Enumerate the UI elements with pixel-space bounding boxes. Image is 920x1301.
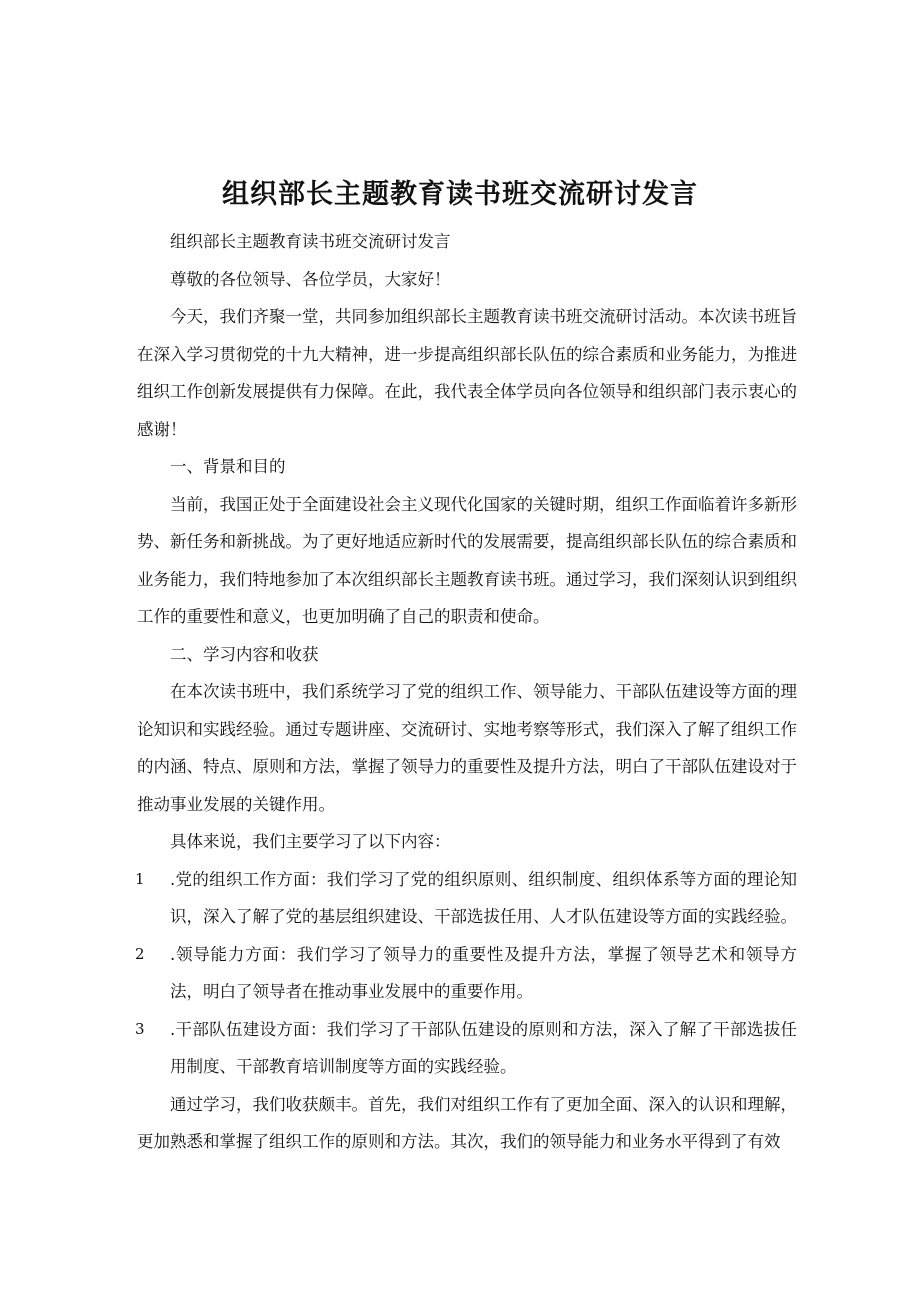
document-body xyxy=(137,223,797,1161)
paragraph-background: 当前，我国正处于全面建设社会主义现代化国家的关键时期，组织工作面临着许多新形势、新任务和新挑战。为了更好地适应新时代的发展需要，提高组织部长队伍的综合素质和业务能力，我们特地参加了本次组织部长主题教育读书班。通过学习，我们深刻认识到组织工作的重要性和意义，也更加明确了自己的职责和使命。 xyxy=(137,494,797,626)
list-item xyxy=(137,861,797,936)
list-item xyxy=(137,936,797,1011)
section-heading-background: 一、背景和目的 xyxy=(170,457,286,476)
paragraph-content: 在本次读书班中，我们系统学习了党的组织工作、领导能力、干部队伍建设等方面的理论知识和实践经验。通过专题讲座、交流研讨、实地考察等形式，我们深入了解了组织工作的内涵、特点、原则和方法，掌握了领导力的重要性及提升方法，明白了干部队伍建设对于推动事业发展的关键作用。 xyxy=(137,682,797,814)
list-number: 2 xyxy=(135,944,145,963)
paragraph-greeting: 尊敬的各位领导、各位学员，大家好！ xyxy=(170,269,451,289)
section-heading-content: 二、学习内容和收获 xyxy=(170,644,319,664)
list-text: .党的组织工作方面：我们学习了党的组织原则、组织制度、组织体系等方面的理论知识，深入了解了党的基层组织建设、干部选拔任用、人才队伍建设等方面的实践经验。 xyxy=(170,869,797,926)
paragraph-intro: 今天，我们齐聚一堂，共同参加组织部长主题教育读书班交流研讨活动。本次读书班旨在深入学习贯彻党的十九大精神，进一步提高组织部长队伍的综合素质和业务能力，为推进组织工作创新发展提供有力保障。在此，我代表全体学员向各位领导和组织部门表示衷心的感谢！ xyxy=(137,307,797,439)
list-number: 3 xyxy=(135,1019,145,1038)
paragraph-closing: 通过学习，我们收获颇丰。首先，我们对组织工作有了更加全面、深入的认识和理解，更加熟悉和掌握了组织工作的原则和方法。其次，我们的领导能力和业务水平得到了有效 xyxy=(137,1094,797,1151)
list-item xyxy=(137,1011,797,1086)
list-text: .干部队伍建设方面：我们学习了干部队伍建设的原则和方法，深入了解了干部选拔任用制度、干部教育培训制度等方面的实践经验。 xyxy=(170,1019,797,1076)
paragraph-specifics: 具体来说，我们主要学习了以下内容： xyxy=(170,832,451,851)
list-text: .领导能力方面：我们学习了领导力的重要性及提升方法，掌握了领导艺术和领导方法，明白了领导者在推动事业发展中的重要作用。 xyxy=(170,944,797,1001)
list-number: 1 xyxy=(135,869,145,888)
document-title: 组织部长主题教育读书班交流研讨发言 xyxy=(222,179,698,211)
paragraph-heading-repeat: 组织部长主题教育读书班交流研讨发言 xyxy=(170,232,451,251)
